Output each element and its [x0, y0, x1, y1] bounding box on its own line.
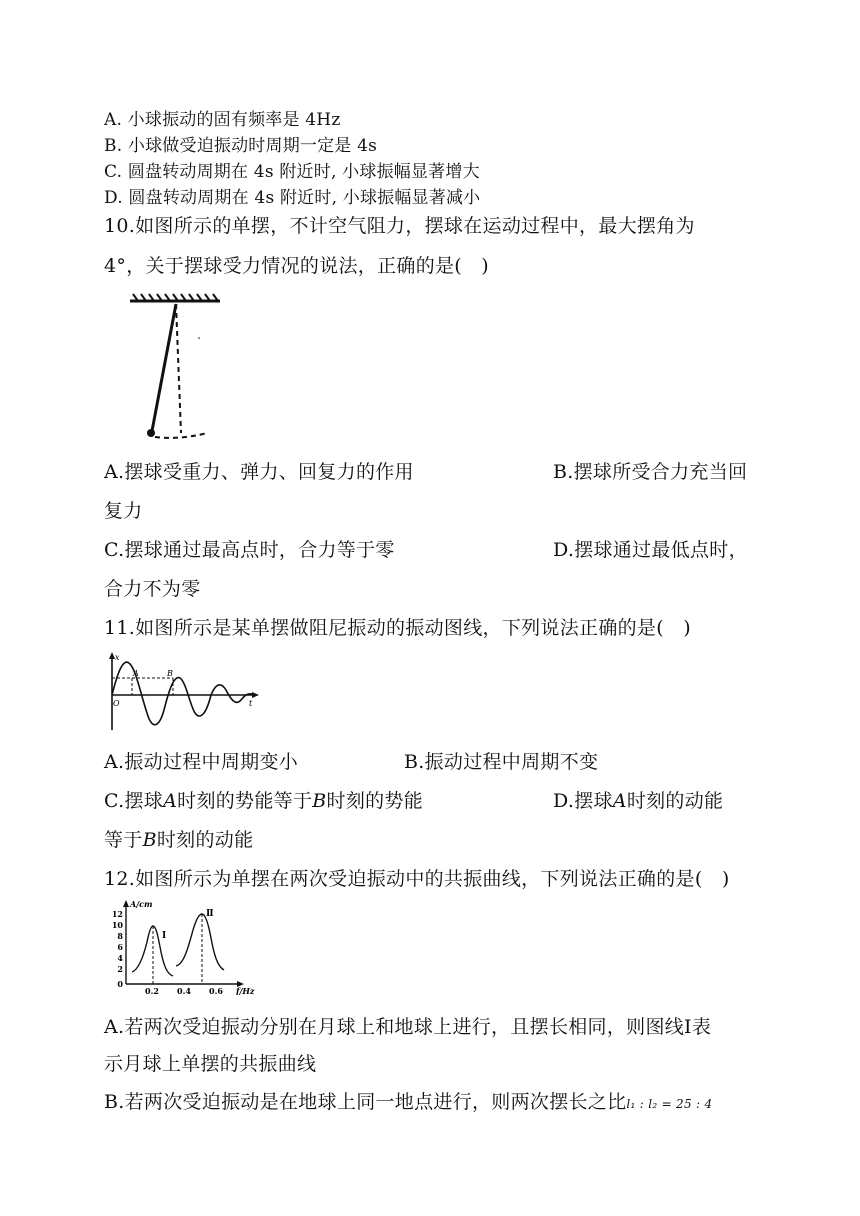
- graph-x-axis-label: f/Hz: [236, 986, 255, 995]
- x-tick-0.6: 0.6: [209, 986, 223, 995]
- q12-stem: 12.如图所示为单摆在两次受迫振动中的共振曲线，下列说法正确的是( ): [104, 868, 730, 890]
- q10-stem-line2: 4°，关于摆球受力情况的说法，正确的是( ): [104, 255, 490, 277]
- q12-option-a-line1: A.若两次受迫振动分别在月球上和地球上进行，且摆长相同，则图线Ⅰ表: [104, 1016, 712, 1038]
- resonance-curve-graph: [110, 898, 260, 995]
- graph-point-b-label: B: [167, 669, 173, 678]
- q11-option-d-post: 时刻的动能: [626, 790, 724, 812]
- q9-option-a: A. 小球振动的固有频率是 4Hz: [104, 110, 341, 130]
- curve-1-label: Ⅰ: [162, 931, 167, 941]
- q11-option-c-var-b: B: [312, 790, 327, 812]
- q11-option-c-pre: C.摆球: [104, 790, 164, 812]
- q11-option-c: [104, 786, 423, 813]
- y-tick-4: 4: [117, 953, 123, 963]
- q10-option-d-cont: 合力不为零: [104, 578, 201, 600]
- q10-option-a: A.摆球受重力、弹力、回复力的作用: [104, 461, 414, 483]
- q11-option-a: A.振动过程中周期变小: [104, 751, 299, 773]
- q11-option-d-cont-post: 时刻的动能: [156, 829, 254, 851]
- q11-option-d-cont-pre: 等于: [104, 829, 143, 851]
- q11-option-d-pre: D.摆球: [553, 790, 613, 812]
- y-tick-8: 8: [117, 931, 123, 941]
- q10-stem-line1: 10.如图所示的单摆，不计空气阻力，摆球在运动过程中，最大摆角为: [104, 215, 695, 237]
- damped-oscillation-graph: [103, 650, 263, 735]
- y-tick-10: 10: [111, 920, 123, 930]
- q11-option-c-post: 时刻的势能: [326, 790, 424, 812]
- q11-option-b: B.振动过程中周期不变: [404, 751, 599, 773]
- q10-option-b-cont: 复力: [104, 500, 143, 522]
- y-tick-12: 12: [111, 909, 123, 919]
- q11-option-c-var-a: A: [163, 790, 178, 812]
- q12-option-b: [104, 1087, 712, 1114]
- curve-2-label: Ⅱ: [206, 909, 214, 919]
- x-tick-0.2: 0.2: [145, 986, 159, 995]
- q11-option-d-var-b: B: [142, 829, 157, 851]
- q12-option-a-line2: 示月球上单摆的共振曲线: [104, 1053, 317, 1075]
- q12-option-b-formula: l₁ : l₂ = 25 : 4: [626, 1097, 713, 1111]
- q12-option-b-text: B.若两次受迫振动是在地球上同一地点进行，则两次摆长之比: [104, 1091, 627, 1113]
- q10-option-b: B.摆球所受合力充当回: [553, 461, 748, 483]
- y-tick-6: 6: [117, 942, 123, 952]
- graph-point-a-label: A: [133, 669, 139, 678]
- pendulum-figure: [125, 292, 225, 442]
- q11-option-d: [553, 786, 723, 813]
- q11-option-d-var-a: A: [612, 790, 627, 812]
- q11-option-c-mid: 时刻的势能等于: [177, 790, 313, 812]
- q9-option-d: D. 圆盘转动周期在 4s 附近时, 小球振幅显著减小: [104, 188, 481, 208]
- graph-y-label: x: [115, 653, 120, 662]
- q9-option-c: C. 圆盘转动周期在 4s 附近时, 小球振幅显著增大: [104, 162, 480, 182]
- graph-origin-label: O: [113, 699, 120, 708]
- q11-stem: 11.如图所示是某单摆做阻尼振动的振动图线，下列说法正确的是( ): [104, 617, 691, 639]
- q11-option-d-cont: [104, 825, 253, 852]
- q9-option-b: B. 小球做受迫振动时周期一定是 4s: [104, 136, 378, 156]
- graph-t-label: t: [249, 699, 253, 708]
- q10-option-d: D.摆球通过最低点时，: [553, 539, 748, 561]
- y-tick-2: 2: [117, 964, 123, 974]
- graph-y-axis-label: A/cm: [130, 899, 153, 909]
- x-tick-0.4: 0.4: [177, 986, 191, 995]
- y-tick-0: 0: [117, 979, 123, 989]
- q10-option-c: C.摆球通过最高点时，合力等于零: [104, 539, 395, 561]
